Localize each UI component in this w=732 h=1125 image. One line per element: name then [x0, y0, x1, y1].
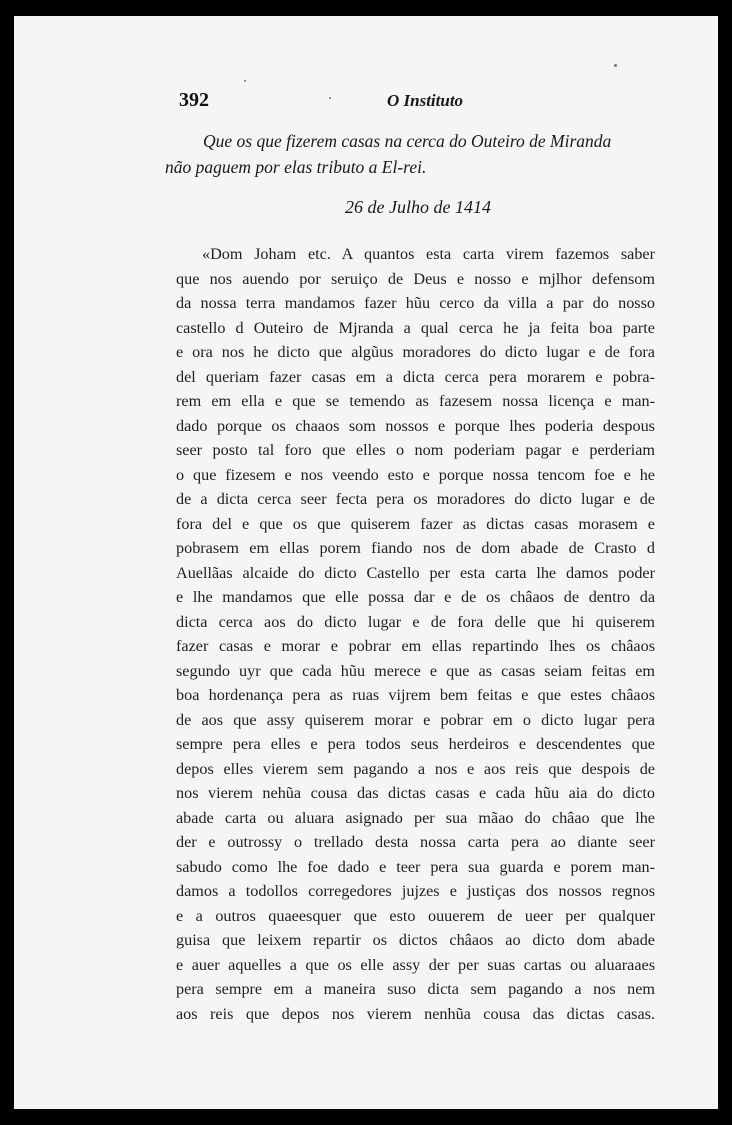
- body-line: seer posto tal foro que elles o nom poderiam pagar e perderiam: [176, 441, 655, 459]
- title-line: Que os que fizerem casas na cerca do Outeiro de Miranda: [203, 131, 612, 151]
- body-line: fora del e que os que quiserem fazer as dictas casas morasem e: [176, 514, 655, 533]
- body-line: nos vierem nehũa cousa das dictas casas e cada hũu aia do dicto: [176, 784, 655, 802]
- body-line: der e outrossy o trellado desta nossa carta pera ao diante seer: [176, 833, 655, 851]
- body-line: guisa que leixem repartir os dictos châaos ao dicto dom abade: [176, 931, 655, 949]
- body-line: rem em ella e que se temendo as fazesem nossa licença e man-: [176, 392, 655, 410]
- body-line: del queriam fazer casas em a dicta cerca pera morarem e pobra-: [176, 367, 655, 386]
- title-line: não paguem por elas tributo a El-rei.: [165, 157, 427, 177]
- body-line: Auellãas alcaide do dicto Castello per esta carta lhe damos poder: [176, 563, 655, 582]
- scan-speck: [244, 80, 246, 82]
- body-line: e a outros quaeesquer que esto ouuerem de ueer per qualquer: [176, 906, 655, 925]
- body-line: pera sempre em a maneira suso dicta sem pagando a nos nem: [176, 980, 655, 998]
- body-line: sempre pera elles e pera todos seus herdeiros e descendentes que: [176, 735, 655, 753]
- page-number: 392: [179, 89, 209, 111]
- body-line: e auer aquelles a que os elle assy der per suas cartas ou aluaraaes: [176, 955, 655, 974]
- running-head: O Instituto: [387, 91, 464, 110]
- body-line: «Dom Joham etc. A quantos esta carta virem fazemos saber: [202, 245, 655, 263]
- body-line: dado porque os chaaos som nossos e porque lhes poderia despous: [176, 416, 655, 435]
- body-line: fazer casas e morar e pobrar em ellas repartindo lhes os châaos: [176, 637, 655, 655]
- body-line: o que fizesem e nos veendo esto e porque nossa tencom foe e he: [176, 465, 655, 484]
- body-line: de aos que assy quiserem morar e pobrar em o dicto lugar pera: [176, 710, 655, 729]
- body-line: aos reis que depos nos vierem nenhũa cousa das dictas casas.: [176, 1004, 655, 1023]
- body-line: boa hordenança pera as ruas vijrem bem feitas e que estes châaos: [176, 686, 655, 704]
- body-line: damos a todollos corregedores jujzes e justiças dos nossos regnos: [176, 882, 655, 900]
- body-line: segundo uyr que cada hũu merece e que as casas seiam feitas em: [176, 661, 655, 680]
- body-line: de a dicta cerca seer fecta pera os moradores do dicto lugar e de: [176, 490, 655, 508]
- document-date: 26 de Julho de 1414: [345, 197, 491, 217]
- scan-speck: [614, 64, 617, 67]
- body-line: abade carta ou aluara asignado per sua mãao do châao que lhe: [176, 808, 655, 827]
- body-line: e lhe mandamos que elle possa dar e de os châaos de dentro da: [176, 588, 655, 606]
- body-line: dicta cerca aos do dicto lugar e de fora delle que hi quiserem: [176, 612, 655, 631]
- body-line: pobrasem em ellas porem fiando nos de dom abade de Crasto d: [176, 539, 655, 557]
- body-line: castello d Outeiro de Mjranda a qual cerca he ja feita boa parte: [176, 318, 655, 337]
- body-line: que nos auendo por seruiço de Deus e nosso e mjlhor defensom: [176, 269, 655, 288]
- body-line: sabudo como lhe foe dado e teer pera sua guarda e porem man-: [176, 857, 655, 876]
- page-header: [179, 89, 669, 121]
- document-body: [176, 242, 655, 1026]
- body-line: depos elles vierem sem pagando a nos e aos reis que despois de: [176, 759, 655, 778]
- document-title: [165, 128, 655, 180]
- body-line: da nossa terra mandamos fazer hũu cerco da villa a par do nosso: [176, 294, 655, 312]
- body-line: e ora nos he dicto que algũus moradores do dicto lugar e de fora: [176, 343, 655, 361]
